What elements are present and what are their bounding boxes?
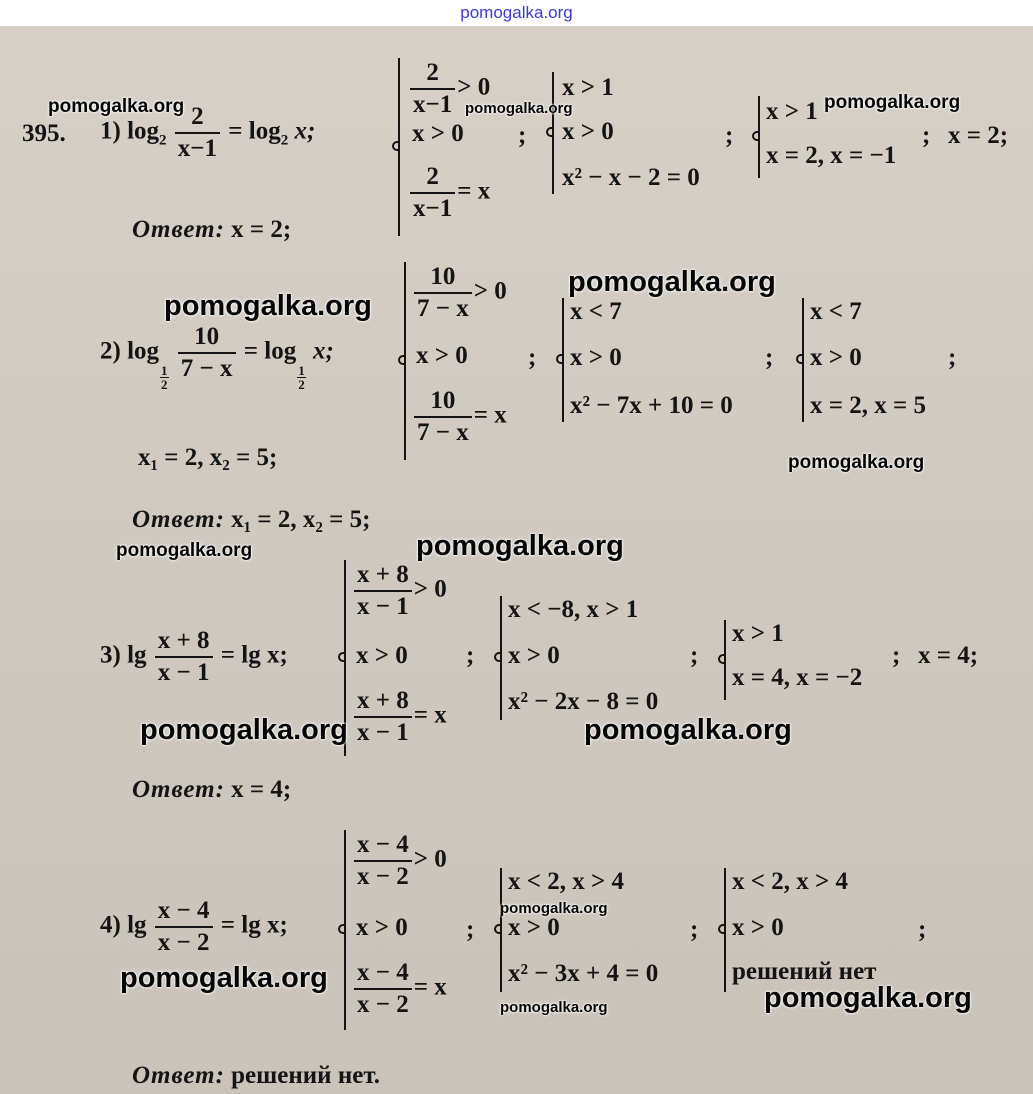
watermark: pomogalka.org (500, 900, 608, 917)
p1-s2-row2: x > 0 (562, 118, 614, 145)
p3-equation (100, 626, 288, 688)
p1-system1-row3 (408, 162, 490, 224)
p1-label: 1) (100, 117, 121, 145)
p4-s1-den: x − 2 (354, 860, 412, 892)
p2-fraction (178, 322, 236, 384)
p4-log: lg (127, 911, 147, 939)
p1-s2-row1: x > 1 (562, 74, 614, 101)
p3-answer (132, 776, 291, 804)
p2-s2-row2: x > 0 (570, 344, 622, 371)
p1-system1-brace (398, 58, 400, 236)
p2-answer-value: x₁ = 2, x₂ = 5; (231, 506, 371, 533)
p2-system1-brace (404, 262, 406, 460)
p1-frac-num: 2 (191, 103, 204, 130)
p2-s2-row1: x < 7 (570, 298, 622, 325)
p3-frac-num: x + 8 (157, 627, 210, 654)
p3-s2-row2: x > 0 (508, 642, 560, 669)
p2-system1-row3 (412, 386, 507, 448)
p2-base (160, 364, 169, 391)
p4-semicolon-3: ; (918, 916, 927, 943)
p2-base-den: 2 (161, 376, 168, 392)
p3-semicolon-2: ; (690, 642, 699, 669)
p2-system3-brace (802, 298, 804, 422)
p2-s3-row1: x < 7 (810, 298, 862, 325)
p3-fraction (155, 626, 213, 688)
p4-s3-row2: x > 0 (732, 914, 784, 941)
p3-answer-value: x = 4; (231, 776, 292, 803)
p3-s1-num: x + 8 (357, 561, 409, 588)
p3-s1-rel: > 0 (413, 575, 447, 603)
p3-system1-row2: x > 0 (356, 642, 408, 669)
p4-s1-f3-rel: = x (413, 973, 447, 1001)
p2-base-num: 1 (161, 362, 168, 378)
p4-s1-num: x − 4 (357, 831, 409, 858)
p2-s1-den: 7 − x (414, 292, 472, 324)
watermark: pomogalka.org (500, 999, 608, 1016)
p3-rhs: = lg x; (220, 641, 288, 669)
p2-answer (132, 506, 370, 534)
p3-s1-f3-num: x + 8 (357, 687, 409, 714)
p4-frac-den: x − 2 (155, 926, 213, 958)
p2-frac-num: 10 (194, 323, 220, 350)
p3-s1-f3-den: x − 1 (354, 716, 412, 748)
watermark: pomogalka.org (788, 452, 925, 473)
p4-semicolon-2: ; (690, 916, 699, 943)
p4-s1-f3-den: x − 2 (354, 988, 412, 1020)
p3-system3-brace (724, 620, 726, 700)
p1-s1-f3-den: x−1 (410, 192, 455, 224)
p1-s1-num: 2 (426, 59, 439, 86)
p3-semicolon-3: ; (892, 642, 901, 669)
p2-system1-row1 (412, 262, 507, 324)
p1-answer-value: x = 2; (231, 216, 292, 243)
p3-s3-row1: x > 1 (732, 620, 784, 647)
p1-log: log (127, 117, 160, 145)
p2-system2-brace (562, 298, 564, 422)
p3-label: 3) (100, 641, 121, 669)
p4-answer (132, 1062, 380, 1090)
problem-number: 395. (22, 120, 66, 147)
p4-label: 4) (100, 911, 121, 939)
p2-s2-row3: x² − 7x + 10 = 0 (570, 392, 733, 419)
watermark: pomogalka.org (164, 290, 372, 322)
p1-answer-label: Ответ: (132, 216, 225, 243)
p4-s1-rel: > 0 (413, 845, 447, 873)
site-header-link[interactable]: pomogalka.org (460, 3, 573, 22)
p2-rhs: = log (243, 337, 297, 365)
p1-s1-f3-num: 2 (426, 163, 439, 190)
p3-s2-row3: x² − 2x − 8 = 0 (508, 688, 659, 715)
p2-s1-f3-rel: = x (473, 401, 507, 429)
p1-semicolon-3: ; (922, 122, 931, 149)
p4-system3-brace (724, 868, 726, 992)
p2-frac-den: 7 − x (178, 352, 236, 384)
p2-s1-num: 10 (430, 263, 456, 290)
watermark: pomogalka.org (48, 96, 185, 117)
p2-rhs-arg: x; (312, 337, 334, 365)
p2-rhs-base (297, 364, 306, 391)
watermark: pomogalka.org (465, 100, 573, 117)
top-bar (0, 0, 1033, 26)
p3-system1-row1 (352, 560, 447, 622)
p1-semicolon-1: ; (518, 122, 527, 149)
p3-log: lg (127, 641, 147, 669)
p3-s1-den: x − 1 (354, 590, 412, 622)
p4-semicolon-1: ; (466, 916, 475, 943)
watermark: pomogalka.org (120, 962, 328, 994)
p2-log: log (127, 337, 160, 365)
p4-system1-brace (344, 830, 346, 1030)
p2-equation (100, 322, 334, 391)
p4-equation (100, 896, 288, 958)
p1-s3-row2: x = 2, x = −1 (766, 142, 897, 169)
p1-base: 2 (159, 132, 167, 149)
p1-s1-rel: > 0 (457, 73, 491, 101)
p1-system1-row2: x > 0 (412, 120, 464, 147)
p4-fraction (155, 896, 213, 958)
p1-system2-brace (552, 72, 554, 194)
p4-answer-label: Ответ: (132, 1062, 225, 1089)
p3-s1-f3-rel: = x (413, 701, 447, 729)
p3-frac-den: x − 1 (155, 656, 213, 688)
p4-system1-row1 (352, 830, 447, 892)
p1-s3-row1: x > 1 (766, 98, 818, 125)
p2-s3-row2: x > 0 (810, 344, 862, 371)
p2-semicolon-3: ; (948, 344, 957, 371)
p1-frac-den: x−1 (175, 132, 220, 164)
watermark: pomogalka.org (416, 530, 624, 562)
watermark: pomogalka.org (140, 714, 348, 746)
p4-system1-row3 (352, 958, 447, 1020)
watermark: pomogalka.org (116, 540, 253, 561)
p4-system2-brace (500, 868, 502, 992)
p3-answer-label: Ответ: (132, 776, 225, 803)
watermark: pomogalka.org (584, 714, 792, 746)
p1-answer (132, 216, 291, 244)
p2-s1-rel: > 0 (473, 277, 507, 305)
watermark: pomogalka.org (824, 92, 961, 113)
watermark: pomogalka.org (568, 266, 776, 298)
p4-rhs: = lg x; (220, 911, 288, 939)
p1-s2-row3: x² − x − 2 = 0 (562, 164, 700, 191)
p3-s3-row2: x = 4, x = −2 (732, 664, 863, 691)
p4-s3-row1: x < 2, x > 4 (732, 868, 848, 895)
p1-rhs-arg: x; (294, 117, 316, 145)
p2-label: 2) (100, 337, 121, 365)
p3-semicolon-1: ; (466, 642, 475, 669)
p4-s1-f3-num: x − 4 (357, 959, 409, 986)
p2-semicolon-2: ; (765, 344, 774, 371)
p1-semicolon-2: ; (725, 122, 734, 149)
p2-system1-row2: x > 0 (416, 342, 468, 369)
p1-rhs: = log (228, 117, 281, 145)
p4-system1-row2: x > 0 (356, 914, 408, 941)
p2-s1-f3-num: 10 (430, 387, 456, 414)
p3-final: x = 4; (918, 642, 979, 669)
p1-s1-den: x−1 (410, 88, 455, 120)
p2-s1-f3-den: 7 − x (414, 416, 472, 448)
p1-s1-f3-rel: = x (457, 177, 491, 205)
p1-final: x = 2; (948, 122, 1009, 149)
p4-answer-value: решений нет. (231, 1062, 380, 1089)
p1-rhs-base: 2 (280, 132, 289, 149)
p2-roots: x₁ = 2, x₂ = 5; (138, 444, 278, 471)
p1-system3-brace (758, 96, 760, 178)
p2-rhs-base-den: 2 (298, 376, 305, 392)
p4-s2-row3: x² − 3x + 4 = 0 (508, 960, 659, 987)
p4-s2-row1: x < 2, x > 4 (508, 868, 624, 895)
p4-s2-row2: x > 0 (508, 914, 560, 941)
p3-system1-row3 (352, 686, 447, 748)
watermark: pomogalka.org (764, 982, 972, 1014)
p2-rhs-base-num: 1 (298, 362, 305, 378)
p4-s3-row3: решений нет (732, 958, 877, 985)
p3-system2-brace (500, 596, 502, 720)
p4-frac-num: x − 4 (157, 897, 210, 924)
p2-s3-row3: x = 2, x = 5 (810, 392, 926, 419)
p2-semicolon-1: ; (528, 344, 537, 371)
p2-answer-label: Ответ: (132, 506, 225, 533)
p3-s2-row1: x < −8, x > 1 (508, 596, 639, 623)
